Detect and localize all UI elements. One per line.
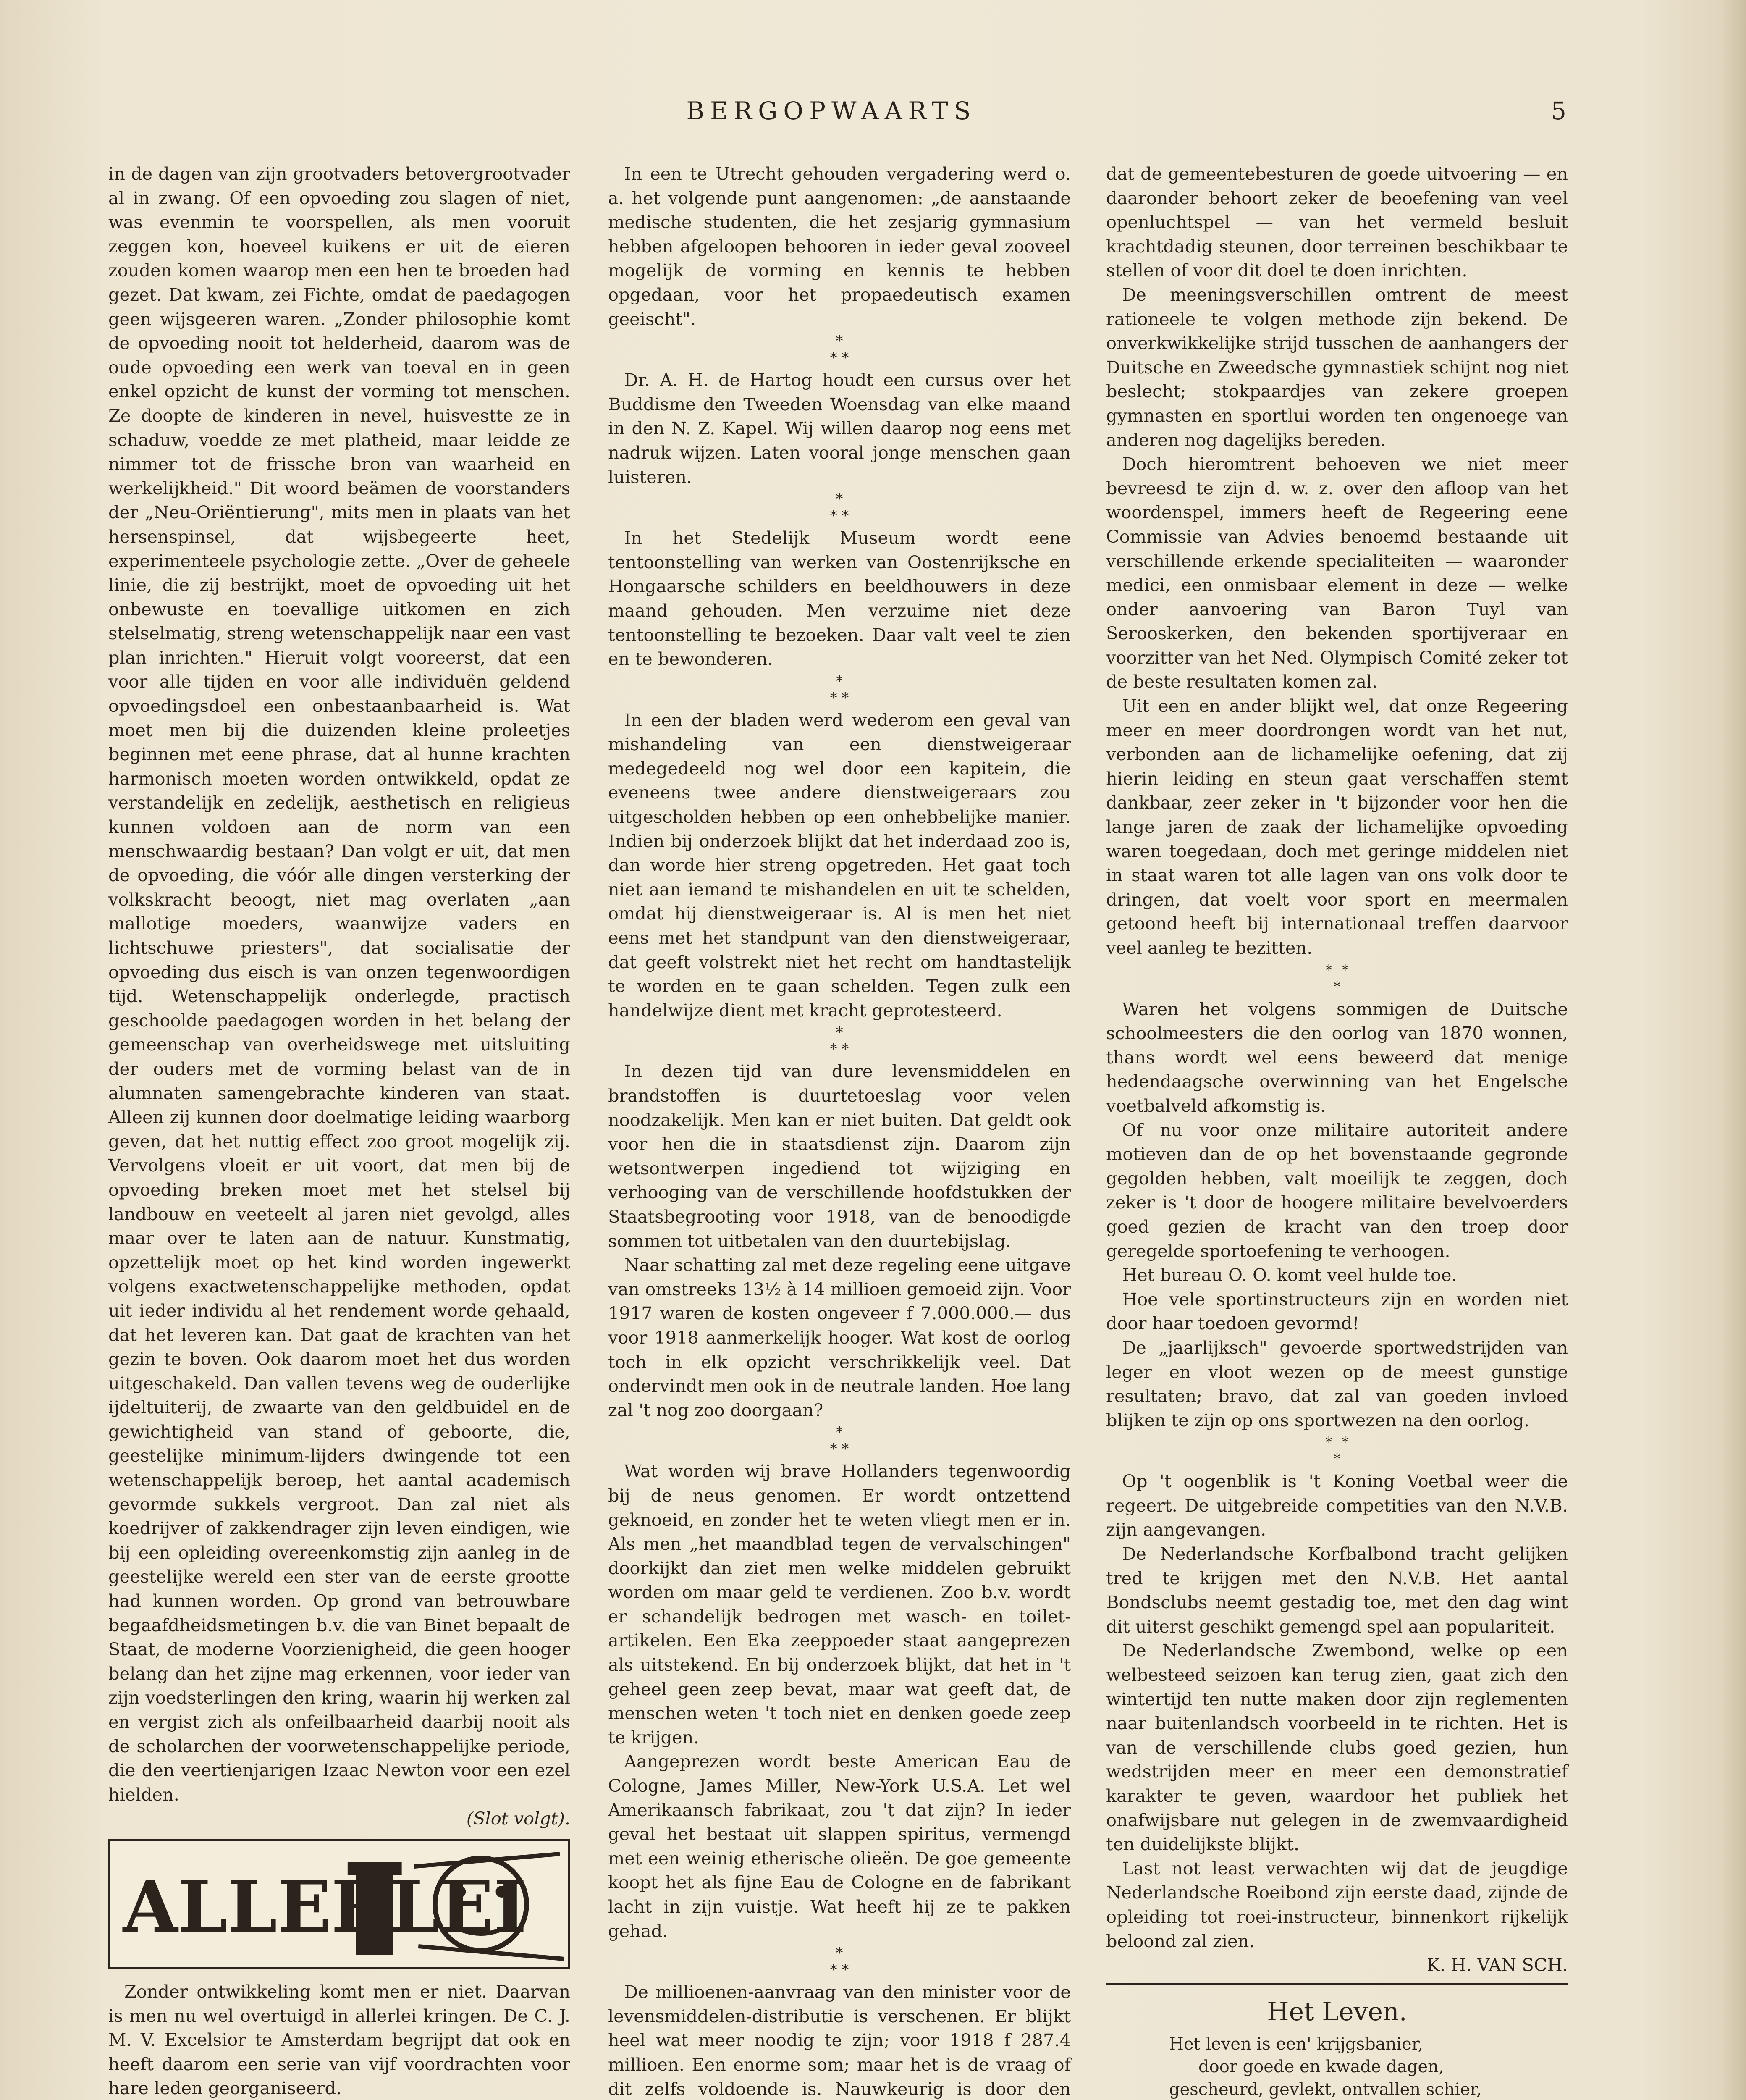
article-paragraph: Wat worden wij brave Hollanders tegenwoordig bij de neus genomen. Er wordt ontzettend geknoeid, en zonder het te weten vliegt men er in. Als men „het maandblad tegen de vervalschingen" doorkijkt dan ziet men welke middelen gebruikt worden om maar geld te verdienen. Zoo b.v. wordt er schandelijk bedrogen met wasch- en toilet-artikelen. Een Eka zeeppoeder staat aangeprezen als uitstekend. En bij onderzoek blijkt, dat het in 't geheel geen zeep bevat, maar wat geeft dat, de menschen weten 't toch niet en denken goede zeep te krijgen. bbox=[608, 1461, 1071, 1748]
article-paragraph: Dr. A. H. de Hartog houdt een cursus over het Buddisme den Tweeden Woensdag van elke maand in den N. Z. Kapel. Wij willen daarop nog eens met nadruk wijzen. Laten vooral jonge menschen gaan luisteren. bbox=[608, 370, 1071, 487]
article-paragraph: De „jaarlijksch" gevoerde sportwedstrijden van leger en vloot wezen op de meest gunstige resultaten; bravo, dat zal van goeden invloed blijken te zijn op ons sportwezen na den oorlog. bbox=[1106, 1337, 1568, 1431]
article-paragraph: In dezen tijd van dure levensmiddelen en brandstoffen is duurtetoeslag voor velen noodzakelijk. Men kan er niet buiten. Dat geldt ook voor hen die in staatsdienst zijn. Daarom zijn wetsontwerpen ingediend tot wijziging en verhooging van de verschillende hoofdstukken der Staatsbegrooting voor 1918, van de benoodigde sommen tot uitbetalen van den duurtebijslag. bbox=[608, 1061, 1071, 1251]
separator-stars: * * * bbox=[830, 1424, 849, 1458]
article-paragraph: Of nu voor onze militaire autoriteit andere motieven dan de op het bovenstaande gegronde gegolden hebben, valt moeilijk te zeggen, doch zeker is 't door de hoogere militaire bevelvoerders goed gezien de kracht van den troep door geregelde sportoefening te verhoogen. bbox=[1106, 1119, 1568, 1261]
article-paragraph: De Nederlandsche Korfbalbond tracht gelijken tred te krijgen met den N.V.B. Het aantal Bondsclubs neemt gestadig toe, met den dag wint dit uiterst geschikt gemengd spel aan populariteit. bbox=[1106, 1544, 1568, 1637]
article-paragraph: Aangeprezen wordt beste American Eau de Cologne, James Miller, New-York U.S.A. Let wel Amerikaansch fabrikaat, zou 't dat zijn? In ieder geval het bestaat uit slappen spiritus, vermengd met een weinig etherische olieën. De goe gemeente koopt het als fijne Eau de Cologne en de fabrikant lacht in zijn vuistje. Wat heeft hij ze te pakken gehad. bbox=[608, 1751, 1071, 1941]
article-paragraph: Op 't oogenblik is 't Koning Voetbal weer die regeert. De uitgebreide competities van den N.V.B. zijn aangevangen. bbox=[1106, 1471, 1568, 1540]
separator-stars: * * * bbox=[830, 1024, 849, 1058]
masthead-title: BERGOPWAARTS bbox=[686, 97, 977, 125]
separator-stars: * * * bbox=[1325, 1434, 1349, 1468]
column-1 bbox=[108, 162, 570, 2100]
author-signature: K. H. VAN SCH. bbox=[1426, 1955, 1568, 1976]
poem-line: door goede en kwade dagen, bbox=[1198, 2057, 1444, 2076]
separator-stars: * * * bbox=[1325, 961, 1349, 995]
poem-line: Het leven is een' krijgsbanier, bbox=[1169, 2034, 1424, 2054]
page-header bbox=[97, 97, 1566, 134]
article-paragraph: De meeningsverschillen omtrent de meest rationeele te volgen methode zijn bekend. De onverkwikkelijke strijd tusschen de aanhangers der Duitsche en Zweedsche gymnastiek schijnt nog niet beslecht; stokpaardjes van zekere groepen gymnasten en sportlui worden ten ongenoege van anderen nog dagelijks bereden. bbox=[1106, 284, 1568, 450]
article-paragraph: Waren het volgens sommigen de Duitsche schoolmeesters die den oorlog van 1870 wonnen, thans wordt wel eens beweerd dat menige hedendaagsche overwinning van het Engelsche voetbalveld afkomstig is. bbox=[1106, 998, 1568, 1116]
poem-line: gescheurd, gevlekt, ontvallen schier, bbox=[1169, 2079, 1482, 2099]
article-paragraph: in de dagen van zijn grootvaders betovergrootvader al in zwang. Of een opvoeding zou slagen of niet, was evenmin te voorspellen, als men vooruit zeggen kon, hoeveel kuikens er uit de eieren zouden komen waarop men een hen te broeden had gezet. Dat kwam, zei Fichte, omdat de paedagogen geen wijsgeeren waren. „Zonder philosophie komt de opvoeding nooit tot helderheid, daarom was de oude opvoeding een werk van toeval en in geen enkel opzicht de kunst der vorming tot menschen. Ze doopte de kinderen in nevel, huisvestte ze in schaduw, voedde ze met platheid, maar leidde ze nimmer tot de frissche bron van waarheid en werkelijkheid." Dit woord beämen de voorstanders der „Neu-Oriëntierung", mits men in plaats van het hersenspinsel, dat wijsbegeerte heet, experimenteele psychologie zette. „Over de geheele linie, die zij bestrijkt, moet de opvoeding uit het onbewuste en toevallige uitkomen en zich stelselmatig, streng wetenschappelijk naar een vast plan inrichten." Hieruit volgt vooreerst, dat een voor alle tijden en voor alle individuën geldend opvoedingsdoel een onbestaanbaarheid is. Wat moet men bij die duizenden kleine proleetjes beginnen met eene phrase, dat al hunne krachten harmonisch moeten worden ontwikkeld, opdat ze verstandelijk en zedelijk, aesthetisch en religieus kunnen voldoen aan de norm van een menschwaardig bestaan? Dan volgt er uit, dat men de opvoeding, die vóór alle dingen versterking der volkskracht beoogt, niet mag overlaten „aan mallotige moeders, waanwijze vaders en lichtschuwe priesters", dat socialisatie der opvoeding dus eisch is van onzen tegenwoordigen tijd. Wetenschappelijk onderlegde, practisch geschoolde paedagogen worden in het belang der gemeenschap van overheidswege met uitsluiting der ouders met de vorming belast van de in alumnaten samengebrachte kinderen van staat. Alleen zij kunnen door doelmatige leiding waarborg geven, dat het nuttig effect zoo groot mogelijk zij. Vervolgens vloeit er uit voort, dat men bij de opvoeding breken moet met het stelsel bij landbouw en veeteelt al jaren niet gevolgd, alles maar over te laten aan de natuur. Kunstmatig, opzettelijk moet op het kind worden ingewerkt volgens exactwetenschappelijke methoden, opdat uit ieder individu al het rendement worde gehaald, dat het leveren kan. Dat gaat de krachten van het gezin te boven. Ook daarom moet het dus worden uitgeschakeld. Dan vallen tevens weg de ouderlijke ijdeltuiterij, de zwaarte van den geldbuidel en de gewichtigheid van stand of geboorte, die, geestelijke minimum-lijders dwingende tot een wetenschappelijk beroep, het aantal academisch gevormde sukkels vergroot. Dan zal niet als koedrijver of zakkendrager zijn leven eindigen, wie bij een opleiding overeenkomstig zijn aanleg in de geestelijke wereld een ster van de eerste grootte had kunnen worden. Op grond van betrouwbare begaafdheidsmetingen b.v. die van Binet bepaalt de Staat, de moderne Voorzienigheid, die geen hooger belang dan het zijne mag erkennen, voor ieder van zijn voedsterlingen den kring, waarin hij werken zal en vergist zich als onfeilbaarheid daarbij nooit als de scholarchen der voorwetenschappelijke periode, die den veertienjarigen Izaac Newton voor een ezel hielden. bbox=[108, 163, 570, 1805]
column-3 bbox=[1106, 162, 1568, 2100]
article-paragraph: dat de gemeentebesturen de goede uitvoering — en daaronder behoort zeker de beoefening van veel openluchtspel — van het vermeld besluit krachtdadig steunen, door terreinen beschikbaar te stellen of voor dit doel te doen inrichten. bbox=[1106, 163, 1568, 281]
article-paragraph: Zonder ontwikkeling komt men er niet. Daarvan is men nu wel overtuigd in allerlei kringen. De C. J. M. V. Excelsior te Amsterdam begrijpt dat ook en heeft daarom een serie van vijf voordrachten voor hare leden georganiseerd. bbox=[108, 1981, 570, 2099]
article-paragraph: Het bureau O. O. komt veel hulde toe. bbox=[1122, 1265, 1457, 1286]
separator-stars: * * * bbox=[830, 333, 849, 367]
article-paragraph: In het Stedelijk Museum wordt eene tentoonstelling van werken van Oostenrijksche en Hongaarsche schilders en beeldhouwers in deze maand gehouden. Men verzuime niet deze tentoonstelling te bezoeken. Daar valt veel te zien en te bewonderen. bbox=[608, 528, 1071, 669]
allerlei-banner-text: ALLERLEI bbox=[123, 1864, 527, 1949]
separator-stars: * * * bbox=[830, 1945, 849, 1979]
section-divider bbox=[1106, 1983, 1568, 1985]
article-paragraph: Last not least verwachten wij dat de jeugdige Nederlandsche Roeibond zijn eerste daad, zijnde de opleiding tot roei-instructeur, binnenkort rijkelijk beloond zal zien. bbox=[1106, 1858, 1568, 1951]
article-paragraph: De millioenen-aanvraag van den minister voor de levensmiddelen-distributie is verschenen. Er blijkt heel wat meer noodig te zijn; voor 1918 f 287.4 millioen. Een enorme som; maar het is de vraag of dit zelfs voldoende is. Nauwkeurig is door den bbox=[608, 1982, 1071, 2099]
page-fold-shadow bbox=[1721, 0, 1746, 2100]
article-paragraph: Doch hieromtrent behoeven we niet meer bevreesd te zijn d. w. z. over den afloop van het woordenspel, immers heeft de Regeering eene Commissie van Advies benoemd bestaande uit verschillende erkende specialiteiten — waaronder medici, een onmisbaar element in deze — welke onder aanvoering van Baron Tuyl van Serooskerken, den bekenden sportijveraar en voorzitter van het Ned. Olympisch Comité zeker tot de beste resultaten komen zal. bbox=[1106, 454, 1568, 692]
allerlei-banner bbox=[108, 1839, 570, 1969]
column-2 bbox=[608, 162, 1071, 2100]
article-paragraph: Naar schatting zal met deze regeling eene uitgave van omstreeks 13½ à 14 millioen gemoeid zijn. Voor 1917 waren de kosten ongeveer f 7.000.000.— dus voor 1918 aanmerkelijk hooger. Wat kost de oorlog toch in elk opzicht verschrikkelijk veel. Dat ondervindt men ook in de neutrale landen. Hoe lang zal 't nog zoo doorgaan? bbox=[608, 1255, 1071, 1420]
page-number: 5 bbox=[1551, 97, 1566, 125]
article-paragraph: Hoe vele sportinstructeurs zijn en worden niet door haar toedoen gevormd! bbox=[1106, 1289, 1568, 1334]
separator-stars: * * * bbox=[830, 672, 849, 706]
poem-body bbox=[1106, 2033, 1568, 2100]
article-paragraph: In een te Utrecht gehouden vergadering werd o. a. het volgende punt aangenomen: „de aanstaande medische studenten, die het zesjarig gymnasium hebben afgeloopen behooren in ieder geval zooveel mogelijk de vorming en kennis te hebben opgedaan, voor het propaedeutisch examen geeischt". bbox=[608, 163, 1071, 329]
to-be-continued: (Slot volgt). bbox=[466, 1808, 570, 1829]
separator-stars: * * * bbox=[830, 491, 849, 525]
article-paragraph: In een der bladen werd wederom een geval van mishandeling van een dienstweigeraar medegedeeld nog wel door een kapitein, die eveneens twee andere dienstweigeraars zou uitgescholden hebben op een onhebbelijke manier. Indien bij onderzoek blijkt dat het inderdaad zoo is, dan worde hier streng opgetreden. Het gaat toch niet aan iemand te mishandelen en uit te schelden, omdat hij dienstweigeraar is. Al is men het niet eens met het standpunt van den dienstweigeraar, dat geeft volstrekt niet het recht om handtastelijk te worden en te gaan schelden. Tegen zulk een handelwijze dient met kracht geprotesteerd. bbox=[608, 709, 1071, 1021]
article-paragraph: Uit een en ander blijkt wel, dat onze Regeering meer en meer doordrongen wordt van het nut, verbonden aan de lichamelijke oefening, dat zij hierin leiding en steun gaat verschaffen stemt dankbaar, zeer zeker in 't bijzonder voor hen die lange jaren de zaak der lichamelijke opvoeding waren toegedaan, doch met geringe middelen niet in staat waren tot alle lagen van ons volk door te dringen, dat voelt voor sport en meermalen getoond heeft bij internationaal treffen daarvoor veel aanleg te bezitten. bbox=[1106, 696, 1568, 958]
allerlei-illustration bbox=[110, 1841, 568, 1967]
article-paragraph: De Nederlandsche Zwembond, welke op een welbesteed seizoen kan terug zien, gaat zich den wintertijd ten nutte maken door zijn reglementen naar buitenlandsch voorbeeld in te richten. Het is van de verschillende clubs goed gezien, hun wedstrijden meer en meer een demonstratief karakter te geven, waardoor het publiek het onafwijsbare nut gelegen in de zwemvaardigheid ten duidelijkste blijkt. bbox=[1106, 1640, 1568, 1855]
poem-title: Het Leven. bbox=[1267, 1997, 1407, 2026]
